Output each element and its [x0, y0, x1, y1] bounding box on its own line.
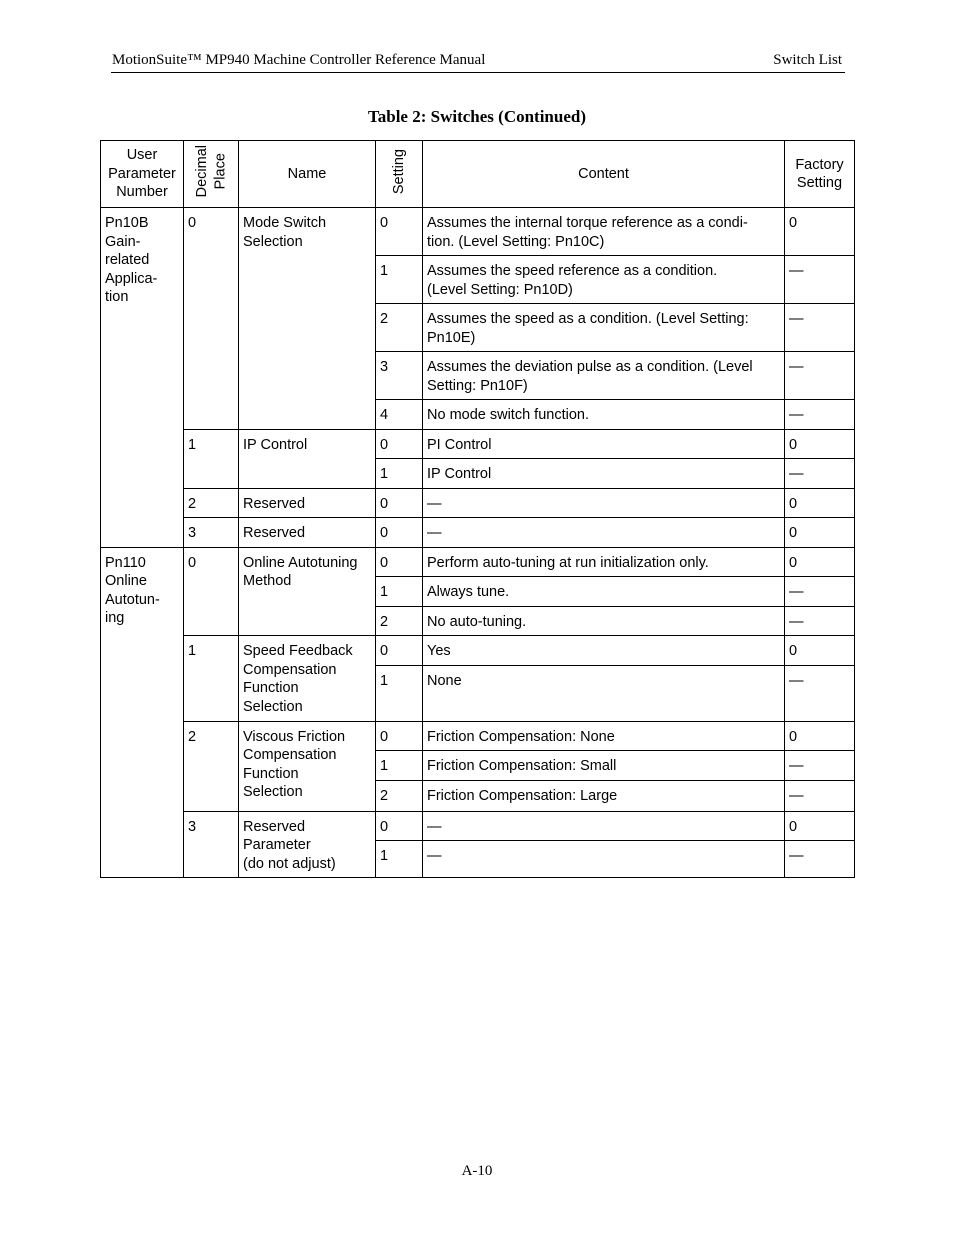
table-row: [101, 547, 855, 577]
setting-cell: 0: [376, 811, 423, 841]
setting-cell: 2: [376, 606, 423, 636]
user-parameter-cell: Pn110 Online Autotun- ing: [101, 547, 184, 878]
content-cell: Always tune.: [423, 577, 785, 607]
setting-cell: 2: [376, 780, 423, 811]
setting-cell: 0: [376, 721, 423, 751]
factory-setting-cell: 0: [785, 429, 855, 459]
factory-setting-cell: —: [785, 256, 855, 304]
setting-cell: 1: [376, 841, 423, 878]
table-caption: Table 2: Switches (Continued): [367, 107, 587, 126]
setting-cell: 0: [376, 547, 423, 577]
col-header-factory-setting: Factory Setting: [785, 141, 855, 208]
factory-setting-cell: —: [785, 665, 855, 721]
content-cell: None: [423, 665, 785, 721]
name-cell: Speed Feedback Compensation Function Selection: [239, 636, 376, 722]
content-cell: Perform auto-tuning at run initialization only.: [423, 547, 785, 577]
header-manual-title: MotionSuite™ MP940 Machine Controller Reference Manual: [112, 52, 486, 68]
table-body: [101, 208, 855, 878]
col-header-setting: [376, 141, 423, 208]
setting-cell: 1: [376, 751, 423, 781]
factory-setting-cell: —: [785, 606, 855, 636]
content-cell: Friction Compensation: Large: [423, 780, 785, 811]
factory-setting-cell: 0: [785, 547, 855, 577]
factory-setting-cell: —: [785, 841, 855, 878]
content-cell: Assumes the deviation pulse as a condition. (Level Setting: Pn10F): [423, 352, 785, 400]
setting-cell: 2: [376, 304, 423, 352]
content-cell: —: [423, 811, 785, 841]
content-cell: No mode switch function.: [423, 400, 785, 430]
factory-setting-cell: 0: [785, 488, 855, 518]
content-cell: IP Control: [423, 459, 785, 489]
factory-setting-cell: —: [785, 352, 855, 400]
page-number: A-10: [461, 1163, 493, 1179]
setting-cell: 0: [376, 518, 423, 548]
col-header-name: Name: [239, 141, 376, 208]
setting-cell: 1: [376, 459, 423, 489]
factory-setting-cell: 0: [785, 811, 855, 841]
decimal-place-cell: 0: [184, 547, 239, 636]
user-parameter-cell: Pn10B Gain- related Applica- tion: [101, 208, 184, 548]
decimal-place-cell: 1: [184, 636, 239, 722]
decimal-place-cell: 3: [184, 518, 239, 548]
setting-cell: 0: [376, 208, 423, 256]
name-cell: Online Autotuning Method: [239, 547, 376, 636]
table-row: [101, 636, 855, 666]
table-row: [101, 208, 855, 256]
setting-cell: 0: [376, 636, 423, 666]
content-cell: —: [423, 518, 785, 548]
header-rule: [111, 72, 845, 73]
name-cell: Reserved: [239, 518, 376, 548]
content-cell: Assumes the speed reference as a condition. (Level Setting: Pn10D): [423, 256, 785, 304]
decimal-place-cell: 1: [184, 429, 239, 488]
name-cell: Mode Switch Selection: [239, 208, 376, 430]
decimal-place-cell: 0: [184, 208, 239, 430]
table-row: [101, 488, 855, 518]
table-row: [101, 721, 855, 751]
setting-cell: 4: [376, 400, 423, 430]
content-cell: —: [423, 488, 785, 518]
table-row: [101, 429, 855, 459]
decimal-place-cell: 2: [184, 488, 239, 518]
content-cell: Friction Compensation: None: [423, 721, 785, 751]
name-cell: Reserved Parameter (do not adjust): [239, 811, 376, 878]
factory-setting-cell: 0: [785, 721, 855, 751]
col-header-setting-label: Setting: [390, 148, 407, 194]
table-header-row: [101, 141, 855, 208]
col-header-decimal-place-label: Decimal Place: [193, 145, 228, 198]
content-cell: No auto-tuning.: [423, 606, 785, 636]
content-cell: Assumes the internal torque reference as a condi- tion. (Level Setting: Pn10C): [423, 208, 785, 256]
content-cell: Friction Compensation: Small: [423, 751, 785, 781]
setting-cell: 3: [376, 352, 423, 400]
decimal-place-cell: 2: [184, 721, 239, 811]
name-cell: Reserved: [239, 488, 376, 518]
col-header-user-parameter-number: User Parameter Number: [101, 141, 184, 208]
switches-table: [100, 140, 855, 878]
setting-cell: 1: [376, 256, 423, 304]
factory-setting-cell: 0: [785, 518, 855, 548]
content-cell: Assumes the speed as a condition. (Level Setting: Pn10E): [423, 304, 785, 352]
factory-setting-cell: —: [785, 751, 855, 781]
table-row: [101, 811, 855, 841]
col-header-content: Content: [423, 141, 785, 208]
name-cell: IP Control: [239, 429, 376, 488]
factory-setting-cell: —: [785, 780, 855, 811]
content-cell: PI Control: [423, 429, 785, 459]
factory-setting-cell: —: [785, 459, 855, 489]
name-cell: Viscous Friction Compensation Function Selection: [239, 721, 376, 811]
decimal-place-cell: 3: [184, 811, 239, 878]
content-cell: —: [423, 841, 785, 878]
setting-cell: 1: [376, 665, 423, 721]
col-header-decimal-place: [184, 141, 239, 208]
factory-setting-cell: —: [785, 577, 855, 607]
setting-cell: 0: [376, 429, 423, 459]
setting-cell: 1: [376, 577, 423, 607]
factory-setting-cell: —: [785, 304, 855, 352]
factory-setting-cell: 0: [785, 208, 855, 256]
content-cell: Yes: [423, 636, 785, 666]
table-row: [101, 518, 855, 548]
setting-cell: 0: [376, 488, 423, 518]
factory-setting-cell: —: [785, 400, 855, 430]
header-section-title: Switch List: [773, 52, 842, 68]
factory-setting-cell: 0: [785, 636, 855, 666]
